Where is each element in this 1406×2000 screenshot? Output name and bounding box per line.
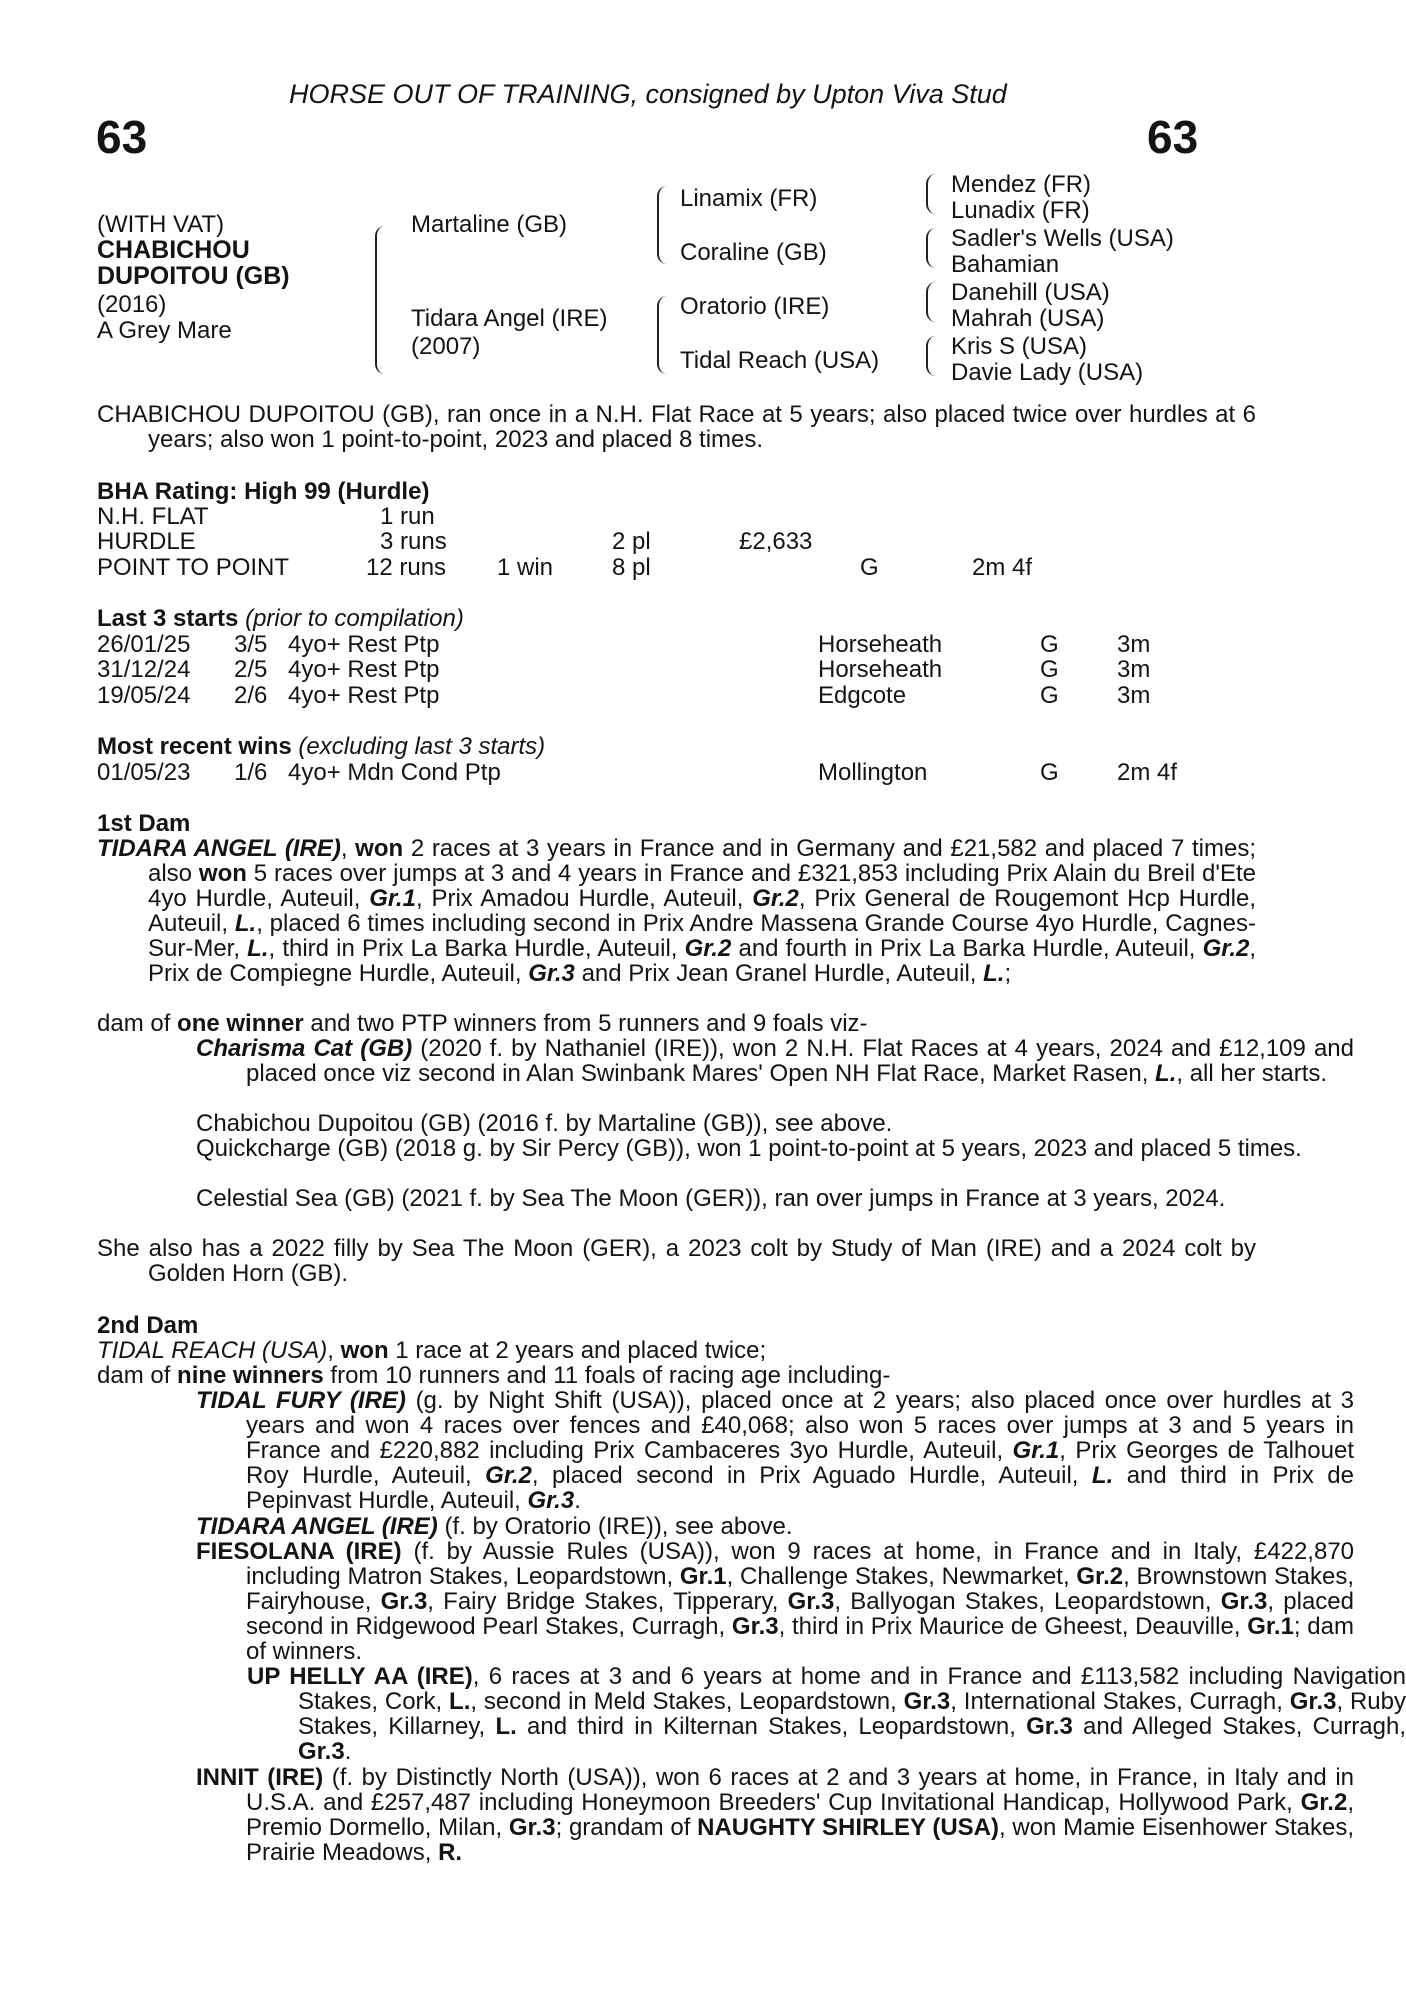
pedigree-gen3-3: Sadler's Wells (USA) bbox=[951, 225, 1174, 252]
last-starts-heading bbox=[97, 606, 464, 631]
pedigree-brace-g3-2 bbox=[926, 228, 936, 268]
pedigree-gen3-6: Mahrah (USA) bbox=[951, 305, 1105, 332]
first-dam-heading: 1st Dam bbox=[97, 810, 191, 837]
start-date: 19/05/24 bbox=[97, 682, 191, 709]
first-dam-record: TIDARA ANGEL (IRE), won 2 races at 3 years in France and in Germany and £21,582 and placed 7 times; also won 5 races over jumps at 3 and 4 years in France and £321,853 including Prix Alain du Breil d'Ete 4yo Hurdle, Auteuil, Gr.1, Prix Amadou Hurdle, Auteuil, Gr.2, Prix General de Rougemont Hcp Hurdle, Auteuil, L., placed 6 times including second in Prix Andre Massena Grande Course 4yo Hurdle, Cagnes-Sur-Mer, L., third in Prix La Barka Hurdle, Auteuil, Gr.2 and fourth in Prix La Barka Hurdle, Auteuil, Gr.2, Prix de Compiegne Hurdle, Auteuil, Gr.3 and Prix Jean Granel Hurdle, Auteuil, L.; bbox=[97, 835, 1257, 987]
recent-wins-heading bbox=[97, 734, 545, 759]
produce-entry: TIDAL FURY (IRE) (g. by Night Shift (USA)), placed once at 2 years; also placed once over hurdles at 3 years and won 4 races over fences and £40,068; also won 5 races over jumps at 3 and 5 years in France and £220,882 including Prix Cambaceres 3yo Hurdle, Auteuil, Gr.1, Prix Georges de Talhouet Roy Hurdle, Auteuil, Gr.2, placed second in Prix Aguado Hurdle, Auteuil, L. and third in Prix de Pepinvast Hurdle, Auteuil, Gr.3. bbox=[196, 1387, 1355, 1514]
produce-entry: FIESOLANA (IRE) (f. by Aussie Rules (USA)), won 9 races at home, in France and in Italy, £422,870 including Matron Stakes, Leopardstown, Gr.1, Challenge Stakes, Newmarket, Gr.2, Brownstown Stakes, Fairyhouse, Gr.3, Fairy Bridge Stakes, Tipperary, Gr.3, Ballyogan Stakes, Leopardstown, Gr.3, placed second in Ridgewood Pearl Stakes, Curragh, Gr.3, third in Prix Maurice de Gheest, Deauville, Gr.1; dam of winners. bbox=[196, 1538, 1355, 1665]
start-distance: 3m bbox=[1117, 656, 1151, 683]
produce-entry: TIDARA ANGEL (IRE) (f. by Oratorio (IRE)), see above. bbox=[196, 1513, 793, 1540]
win-course: Mollington bbox=[818, 759, 928, 786]
start-race: 4yo+ Rest Ptp bbox=[288, 631, 440, 658]
pedigree-gen3-2: Lunadix (FR) bbox=[951, 197, 1090, 224]
pedigree-gen2-3: Oratorio (IRE) bbox=[680, 293, 830, 320]
rating-going: G bbox=[860, 554, 879, 581]
recent-wins-title: Most recent wins bbox=[97, 733, 292, 760]
last-starts-note: (prior to compilation) bbox=[245, 605, 464, 632]
start-position: 2/5 bbox=[234, 656, 268, 683]
pedigree-brace-sire bbox=[657, 186, 669, 264]
pedigree-gen3-5: Danehill (USA) bbox=[951, 279, 1110, 306]
recent-wins-note: (excluding last 3 starts) bbox=[298, 733, 546, 760]
horse-name: CHABICHOU bbox=[97, 236, 250, 264]
rating-placed: 8 pl bbox=[612, 554, 651, 581]
win-distance: 2m 4f bbox=[1117, 759, 1178, 786]
start-position: 3/5 bbox=[234, 631, 268, 658]
horse-year: (2016) bbox=[97, 291, 167, 318]
start-race: 4yo+ Rest Ptp bbox=[288, 656, 440, 683]
pedigree-gen2-2: Coraline (GB) bbox=[680, 239, 827, 266]
rating-earnings: £2,633 bbox=[739, 528, 813, 555]
rating-distance: 2m 4f bbox=[972, 554, 1033, 581]
start-date: 31/12/24 bbox=[97, 656, 191, 683]
start-going: G bbox=[1040, 631, 1059, 658]
win-going: G bbox=[1040, 759, 1059, 786]
vat-note: (WITH VAT) bbox=[97, 211, 225, 238]
start-date: 26/01/25 bbox=[97, 631, 191, 658]
pedigree-gen2-4: Tidal Reach (USA) bbox=[680, 347, 880, 374]
produce-entry: Quickcharge (GB) (2018 g. by Sir Percy (GB)), won 1 point-to-point at 5 years, 2023 and placed 5 times. bbox=[196, 1135, 1302, 1162]
pedigree-brace-dam bbox=[657, 296, 669, 374]
start-distance: 3m bbox=[1117, 631, 1151, 658]
horse-description: A Grey Mare bbox=[97, 317, 232, 344]
pedigree-dam: Tidara Angel (IRE) bbox=[411, 305, 608, 332]
start-distance: 3m bbox=[1117, 682, 1151, 709]
race-summary: CHABICHOU DUPOITOU (GB), ran once in a N.H. Flat Race at 5 years; also placed twice over hurdles at 6 years; also won 1 point-to-point, 2023 and placed 8 times. bbox=[97, 401, 1256, 453]
produce-entry: Celestial Sea (GB) (2021 f. by Sea The Moon (GER)), ran over jumps in France at 3 years, 2024. bbox=[196, 1185, 1226, 1212]
horse-name: TIDARA ANGEL (IRE) bbox=[97, 835, 341, 862]
rating-type: N.H. FLAT bbox=[97, 503, 209, 530]
rating-runs: 3 runs bbox=[380, 528, 447, 555]
first-dam-produce-intro: dam of one winner and two PTP winners from 5 runners and 9 foals viz- bbox=[97, 1010, 868, 1037]
horse-name-line2: DUPOITOU (GB) bbox=[97, 262, 290, 290]
second-dam-heading: 2nd Dam bbox=[97, 1312, 199, 1339]
pedigree-brace-g3-3 bbox=[926, 282, 936, 322]
bha-rating: BHA Rating: High 99 (Hurdle) bbox=[97, 478, 430, 505]
start-position: 2/6 bbox=[234, 682, 268, 709]
start-race: 4yo+ Rest Ptp bbox=[288, 682, 440, 709]
rating-type: POINT TO POINT bbox=[97, 554, 290, 581]
start-course: Horseheath bbox=[818, 631, 943, 658]
produce-entry: UP HELLY AA (IRE), 6 races at 3 and 6 years at home and in France and £113,582 including Navigation Stakes, Cork, L., second in Meld Stakes, Leopardstown, Gr.3, International Stakes, Curragh, Gr.3, Ruby Stakes, Killarney, L. and third in Kilternan Stakes, Leopardstown, Gr.3 and Alleged Stakes, Curragh, Gr.3. bbox=[247, 1663, 1406, 1765]
lot-number-left: 63 bbox=[96, 111, 148, 163]
start-course: Horseheath bbox=[818, 656, 943, 683]
start-going: G bbox=[1040, 656, 1059, 683]
second-dam-produce-intro: dam of nine winners from 10 runners and 11 foals of racing age including- bbox=[97, 1362, 891, 1389]
pedigree-gen3-7: Kris S (USA) bbox=[951, 333, 1088, 360]
rating-runs: 1 run bbox=[380, 503, 435, 530]
start-course: Edgcote bbox=[818, 682, 907, 709]
win-position: 1/6 bbox=[234, 759, 268, 786]
pedigree-gen3-1: Mendez (FR) bbox=[951, 171, 1092, 198]
catalogue-header: HORSE OUT OF TRAINING, consigned by Upton Viva Stud bbox=[289, 79, 1007, 109]
produce-entry: INNIT (IRE) (f. by Distinctly North (USA)), won 6 races at 2 and 3 years at home, in France, in Italy and in U.S.A. and £257,487 including Honeymoon Breeders' Cup Invitational Handicap, Hollywood Park, Gr.2, Premio Dormello, Milan, Gr.3; grandam of NAUGHTY SHIRLEY (USA), won Mamie Eisenhower Stakes, Prairie Meadows, R. bbox=[196, 1764, 1354, 1866]
rating-type: HURDLE bbox=[97, 528, 196, 555]
pedigree-gen3-8: Davie Lady (USA) bbox=[951, 359, 1144, 386]
pedigree-dam-year: (2007) bbox=[411, 333, 481, 360]
pedigree-gen2-1: Linamix (FR) bbox=[680, 185, 818, 212]
pedigree-gen3-4: Bahamian bbox=[951, 251, 1060, 278]
pedigree-brace-g3-4 bbox=[926, 336, 936, 376]
pedigree-brace-g3-1 bbox=[926, 174, 936, 214]
last-starts-title: Last 3 starts bbox=[97, 605, 239, 632]
start-going: G bbox=[1040, 682, 1059, 709]
pedigree-sire: Martaline (GB) bbox=[411, 211, 568, 238]
win-date: 01/05/23 bbox=[97, 759, 191, 786]
first-dam-note: She also has a 2022 filly by Sea The Moon (GER), a 2023 colt by Study of Man (IRE) and a 2024 colt by Golden Horn (GB). bbox=[97, 1235, 1256, 1287]
rating-wins: 1 win bbox=[497, 554, 554, 581]
second-dam-record: TIDAL REACH (USA), won 1 race at 2 years and placed twice; bbox=[97, 1337, 767, 1364]
lot-number-right: 63 bbox=[1147, 111, 1199, 163]
win-race: 4yo+ Mdn Cond Ptp bbox=[288, 759, 501, 786]
rating-placed: 2 pl bbox=[612, 528, 651, 555]
rating-runs: 12 runs bbox=[366, 554, 447, 581]
produce-entry: Chabichou Dupoitou (GB) (2016 f. by Martaline (GB)), see above. bbox=[196, 1110, 893, 1137]
pedigree-brace-main bbox=[375, 226, 389, 374]
produce-entry: Charisma Cat (GB) (2020 f. by Nathaniel (IRE)), won 2 N.H. Flat Races at 4 years, 2024 and £12,109 and placed once viz second in Alan Swinbank Mares' Open NH Flat Race, Market Rasen, L., all her starts. bbox=[196, 1035, 1355, 1087]
